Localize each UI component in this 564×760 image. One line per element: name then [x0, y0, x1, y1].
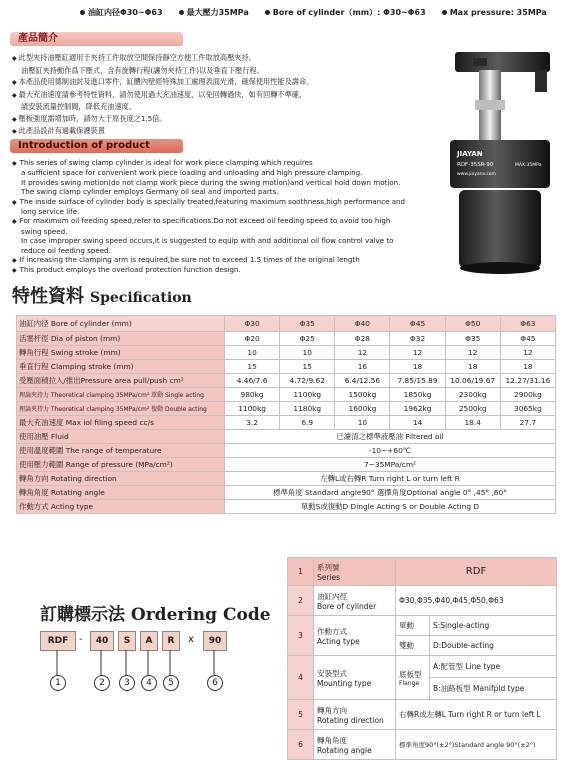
- marker-6: 6: [207, 675, 223, 691]
- ordering-en: Mounting type: [317, 678, 372, 688]
- spec-title-en: Specification: [90, 290, 192, 306]
- ordering-row: [288, 586, 557, 616]
- spec-row-label: 受壓面積拉入/推出Pressure area pull/push cm²: [17, 374, 225, 388]
- ordering-row: [288, 730, 557, 760]
- spec-cell: 2500kg: [445, 402, 500, 416]
- code-dash: -: [79, 634, 83, 645]
- spec-header-cell: Φ50: [445, 316, 500, 332]
- spec-cell: 7.85/15.89: [390, 374, 445, 388]
- spec-header-cell: Φ35: [280, 316, 335, 332]
- spec-span-row: [17, 486, 556, 500]
- spec-cell: 1100kg: [280, 388, 335, 402]
- ordering-value: 標準角度90°(±2°)Standard angle 90°(±2°): [396, 730, 557, 760]
- spec-span-cell: 7~35MPa/cm²: [225, 458, 556, 472]
- intro-cn-line: 油壓缸夾持動作爲下壓式，含有旋轉行程(讓勿夾持工件)以及垂直下壓行程。: [21, 65, 264, 75]
- spec-cell: 1962kg: [390, 402, 445, 416]
- spec-header-label: 油缸内径 Bore of cylinder (mm): [17, 316, 225, 332]
- ordering-cn: 油缸内徑: [317, 591, 347, 601]
- ordering-subvalue: A:配管型 Line type: [430, 656, 557, 678]
- bullet-icon: [179, 10, 184, 15]
- intro-cn-line: ◆ 此產品設計有過載保護裝置: [12, 125, 442, 138]
- spec-row-label: 垂直行程 Clamping stroke (mm): [17, 360, 225, 374]
- spec-row-label: 活塞杆徑 Dia of piston (mm): [17, 332, 225, 346]
- marker-4: 4: [141, 675, 157, 691]
- spec-row: [17, 388, 556, 402]
- spec-row-label: 轉角方向 Rotating direction: [17, 472, 225, 486]
- marker-1: 1: [50, 675, 66, 691]
- ordering-value: RDF: [396, 558, 557, 586]
- bullet-icon: [265, 10, 270, 15]
- ordering-num: 3: [288, 616, 314, 656]
- spec-cell: 15: [280, 360, 335, 374]
- spec-cell: 10: [225, 346, 280, 360]
- spec-header-cell: Φ40: [335, 316, 390, 332]
- spec-row: [17, 416, 556, 430]
- ordering-subvalue: B:油路板型 Manifpld type: [430, 678, 557, 700]
- spec-cell: 14: [390, 416, 445, 430]
- intro-en-line: The swing clamp cylinder employs Germany oil seal and imported parts.: [21, 187, 279, 197]
- code-x: x: [188, 634, 194, 645]
- spec-span-row: [17, 500, 556, 514]
- spec-header-cell: Φ30: [225, 316, 280, 332]
- spec-row-label: 使用油壓 Fluid: [17, 430, 225, 444]
- ordering-en: Rotating direction: [317, 715, 384, 725]
- spec-span-cell: 單動S或復動D Dingle Acting S or Double Acting D: [225, 500, 556, 514]
- top-item-pressure-cn: 最大壓力35MPa: [186, 7, 249, 17]
- intro-cn-line: ◆ 本產品使用德制油封及進口零件，缸體內壁經特殊加工處理表面光滑，確保使用性能及壽命。: [12, 76, 442, 89]
- intro-en-text: [12, 158, 442, 276]
- spec-cell: 18.4: [445, 416, 500, 430]
- ordering-cn: 轉角角度: [317, 735, 347, 745]
- spec-cell: 12: [445, 346, 500, 360]
- spec-row: [17, 402, 556, 416]
- spec-header-cell: Φ63: [500, 316, 555, 332]
- spec-span-cell: -10~+60℃: [225, 444, 556, 458]
- spec-span-row: [17, 444, 556, 458]
- intro-en-line: swing speed.: [21, 226, 68, 236]
- intro-cn-line: ◆ 最大充油速度請參考特性資料，請勿使用過大充油速度，以免回轉過快，如有回轉不準確，: [12, 89, 442, 102]
- intro-cn-text: [12, 52, 442, 138]
- spec-row: [17, 360, 556, 374]
- ordering-cn: 系列號: [317, 562, 340, 572]
- spec-row-label: 轉角行程 Swing stroke (mm): [17, 346, 225, 360]
- bullet-icon: [80, 10, 85, 15]
- spec-cell: 3.2: [225, 416, 280, 430]
- spec-cell: 18: [390, 360, 445, 374]
- spec-cell: Φ28: [335, 332, 390, 346]
- intro-en-line: long service life.: [21, 207, 80, 217]
- intro-en-line: ◆ If increasing the clamping arm is required,be sure not to exceed 1.5 times of the original length: [12, 255, 442, 265]
- code-angle-box: 90: [203, 631, 227, 651]
- ordering-en: Acting type: [317, 636, 360, 646]
- top-item-bore-en: Bore of cylinder（mm）: Φ30~Φ63: [272, 7, 426, 17]
- spec-cell: 3065kg: [500, 402, 555, 416]
- intro-en-line: It provides swing motion(do not clamp work piece during the swing motion)and vertical hold down motion.: [21, 177, 401, 187]
- spec-cell: 6.9: [280, 416, 335, 430]
- marker-2: 2: [94, 675, 110, 691]
- spec-cell: 1180kg: [280, 402, 335, 416]
- marker-3: 3: [119, 675, 135, 691]
- intro-en-line: ◆ This series of swing clamp cylinder is ideal for work piece clamping which requires: [12, 158, 442, 168]
- ordering-cn: 轉角方向: [317, 705, 347, 715]
- spec-cell: Φ32: [390, 332, 445, 346]
- spec-cell: 16: [335, 360, 390, 374]
- intro-cn-line: ◆ 此型夾持油壓缸適用于夾持工件取放空間保持靜空方便工件取放高壓夾持。: [12, 52, 442, 65]
- spec-cell: 10.06/19.67: [445, 374, 500, 388]
- spec-row-label: 作動方式 Acting type: [17, 500, 225, 514]
- spec-cell: 18: [500, 360, 555, 374]
- spec-cell: 2900kg: [500, 388, 555, 402]
- ordering-en: Rotating angle: [317, 745, 372, 755]
- spec-header-cell: Φ45: [390, 316, 445, 332]
- ordering-en: Bore of cylinder: [317, 601, 377, 611]
- spec-title: [12, 282, 192, 308]
- spec-span-row: [17, 472, 556, 486]
- spec-row-label: 最大充油速度 Max iol filing speed cc/s: [17, 416, 225, 430]
- ordering-code-title: 訂購標示法 Ordering Code: [40, 605, 271, 625]
- code-mount-box: A: [140, 631, 158, 651]
- spec-cell: 18: [445, 360, 500, 374]
- intro-en-line: In case improper swing speed occurs,it is suggested to equip with and additional oil flow control valve to: [21, 236, 394, 246]
- spec-row: [17, 346, 556, 360]
- ordering-value: Φ30,Φ35,Φ40,Φ45,Φ50,Φ63: [396, 586, 557, 616]
- spec-cell: 6.4/12.56: [335, 374, 390, 388]
- spec-row-label: 理論夾持力 Theoretical clamping 35MPa/cm² 復動 Double acting: [17, 402, 225, 416]
- brand-label: JIAYAN: [457, 150, 483, 158]
- intro-cn-heading: 產品簡介: [10, 32, 183, 46]
- intro-en-line: a sufficient space for convenient work piece loading and unloading and high pressure clamping.: [21, 168, 363, 178]
- spec-row-label: 使用壓力範圍 Range of pressure (MPa/cm²): [17, 458, 225, 472]
- ordering-value: 右轉R或左轉L Turn right R or turn left L: [396, 700, 557, 730]
- ordering-table: [287, 557, 557, 760]
- model-label: RDF-35SR-90: [457, 162, 494, 168]
- ordering-num: 5: [288, 700, 314, 730]
- spec-cell: 12: [500, 346, 555, 360]
- ordering-subkey: 單動: [396, 616, 430, 636]
- spec-cell: 980kg: [225, 388, 280, 402]
- intro-en-line: ◆ This product employs the overload protection function design.: [12, 265, 442, 275]
- spec-span-cell: 已濾清之標準液壓油 Filtered oil: [225, 430, 556, 444]
- ordering-en: Series: [317, 572, 341, 582]
- ordering-row: [288, 700, 557, 730]
- ordering-row: [288, 616, 557, 636]
- spec-cell: 4.46/7.6: [225, 374, 280, 388]
- ordering-subvalue: S:Single-acting: [430, 616, 557, 636]
- ordering-group-en: Flange: [399, 679, 420, 687]
- spec-cell: 10: [335, 416, 390, 430]
- spec-cell: Φ45: [500, 332, 555, 346]
- spec-cell: 27.7: [500, 416, 555, 430]
- code-direction-box: R: [162, 631, 180, 651]
- spec-row: [17, 374, 556, 388]
- spec-header-row: [17, 316, 556, 332]
- intro-en-line: ◆ The inside surface of cylinder body is specially treated,featuring maximum soothness,high performance and: [12, 197, 442, 207]
- spec-cell: Φ20: [225, 332, 280, 346]
- spec-span-row: [17, 458, 556, 472]
- code-series-box: RDF: [40, 631, 76, 651]
- top-spec-strip: [80, 5, 560, 19]
- code-connector-lines: [40, 650, 230, 676]
- top-item-pressure-en: Max pressure: 35MPa: [449, 7, 547, 17]
- ordering-group-cn: 底板型: [399, 669, 422, 679]
- ordering-cn: 安裝型式: [317, 668, 347, 678]
- spec-table: [16, 315, 556, 514]
- website-label: www.jiayanv.com: [457, 172, 496, 177]
- ordering-num: 4: [288, 656, 314, 700]
- marker-5: 5: [163, 675, 179, 691]
- spec-cell: 15: [225, 360, 280, 374]
- spec-cell: 2300kg: [445, 388, 500, 402]
- ordering-num: 2: [288, 586, 314, 616]
- top-item-bore-cn: 油缸内径Φ30~Φ63: [88, 7, 163, 17]
- spec-cell: 1850kg: [390, 388, 445, 402]
- spec-cell: 12.27/31.16: [500, 374, 555, 388]
- spec-span-row: [17, 430, 556, 444]
- ordering-cn: 作動方式: [317, 626, 347, 636]
- spec-span-cell: 標準角度 Standard angle90° 選擇角度Optional angle 0° ,45° ,60°: [225, 486, 556, 500]
- pressure-label: MAX.35MPa: [515, 163, 542, 168]
- swing-clamp-cylinder-image: [445, 40, 557, 280]
- code-bore-box: 40: [90, 631, 114, 651]
- spec-cell: Φ35: [445, 332, 500, 346]
- ordering-subvalue: D:Double-acting: [430, 636, 557, 656]
- spec-row: [17, 332, 556, 346]
- ordering-row: [288, 558, 557, 586]
- spec-cell: 1600kg: [335, 402, 390, 416]
- spec-cell: 10: [280, 346, 335, 360]
- ordering-subkey: 雙動: [396, 636, 430, 656]
- spec-cell: 1500kg: [335, 388, 390, 402]
- cylinder-drawing: [445, 40, 557, 280]
- spec-cell: Φ25: [280, 332, 335, 346]
- spec-cell: 1100kg: [225, 402, 280, 416]
- ordering-row: [288, 656, 557, 678]
- code-acting-box: S: [118, 631, 136, 651]
- spec-cell: 12: [335, 346, 390, 360]
- spec-row-label: 使用溫度範圍 The range of temperature: [17, 444, 225, 458]
- intro-en-heading: Introduction of product: [10, 139, 183, 153]
- intro-cn-line: 請安裝流量控制閥，降低充油速度。: [21, 102, 137, 111]
- intro-cn-line: ◆ 壓板強度需增加時，請勿大于原長度之1.5倍。: [12, 113, 442, 126]
- spec-cell: 4.72/9.62: [280, 374, 335, 388]
- spec-title-cn: 特性資料: [12, 286, 84, 307]
- intro-en-line: reduce oil feeding speed.: [21, 245, 111, 255]
- intro-en-line: ◆ For maximum oil feeding speed,refer to specifications.Do not exceed oil feeding speed to avoid too high: [12, 216, 442, 226]
- spec-row-label: 理論夾持力 Theoretical clamping 35MPa/cm² 單動 Single acting: [17, 388, 225, 402]
- bullet-icon: [442, 10, 447, 15]
- ordering-num: 6: [288, 730, 314, 760]
- spec-span-cell: 左轉L或右轉R Turn right L or turn left R: [225, 472, 556, 486]
- ordering-num: 1: [288, 558, 314, 586]
- spec-cell: 12: [390, 346, 445, 360]
- spec-row-label: 轉角角度 Rotating angle: [17, 486, 225, 500]
